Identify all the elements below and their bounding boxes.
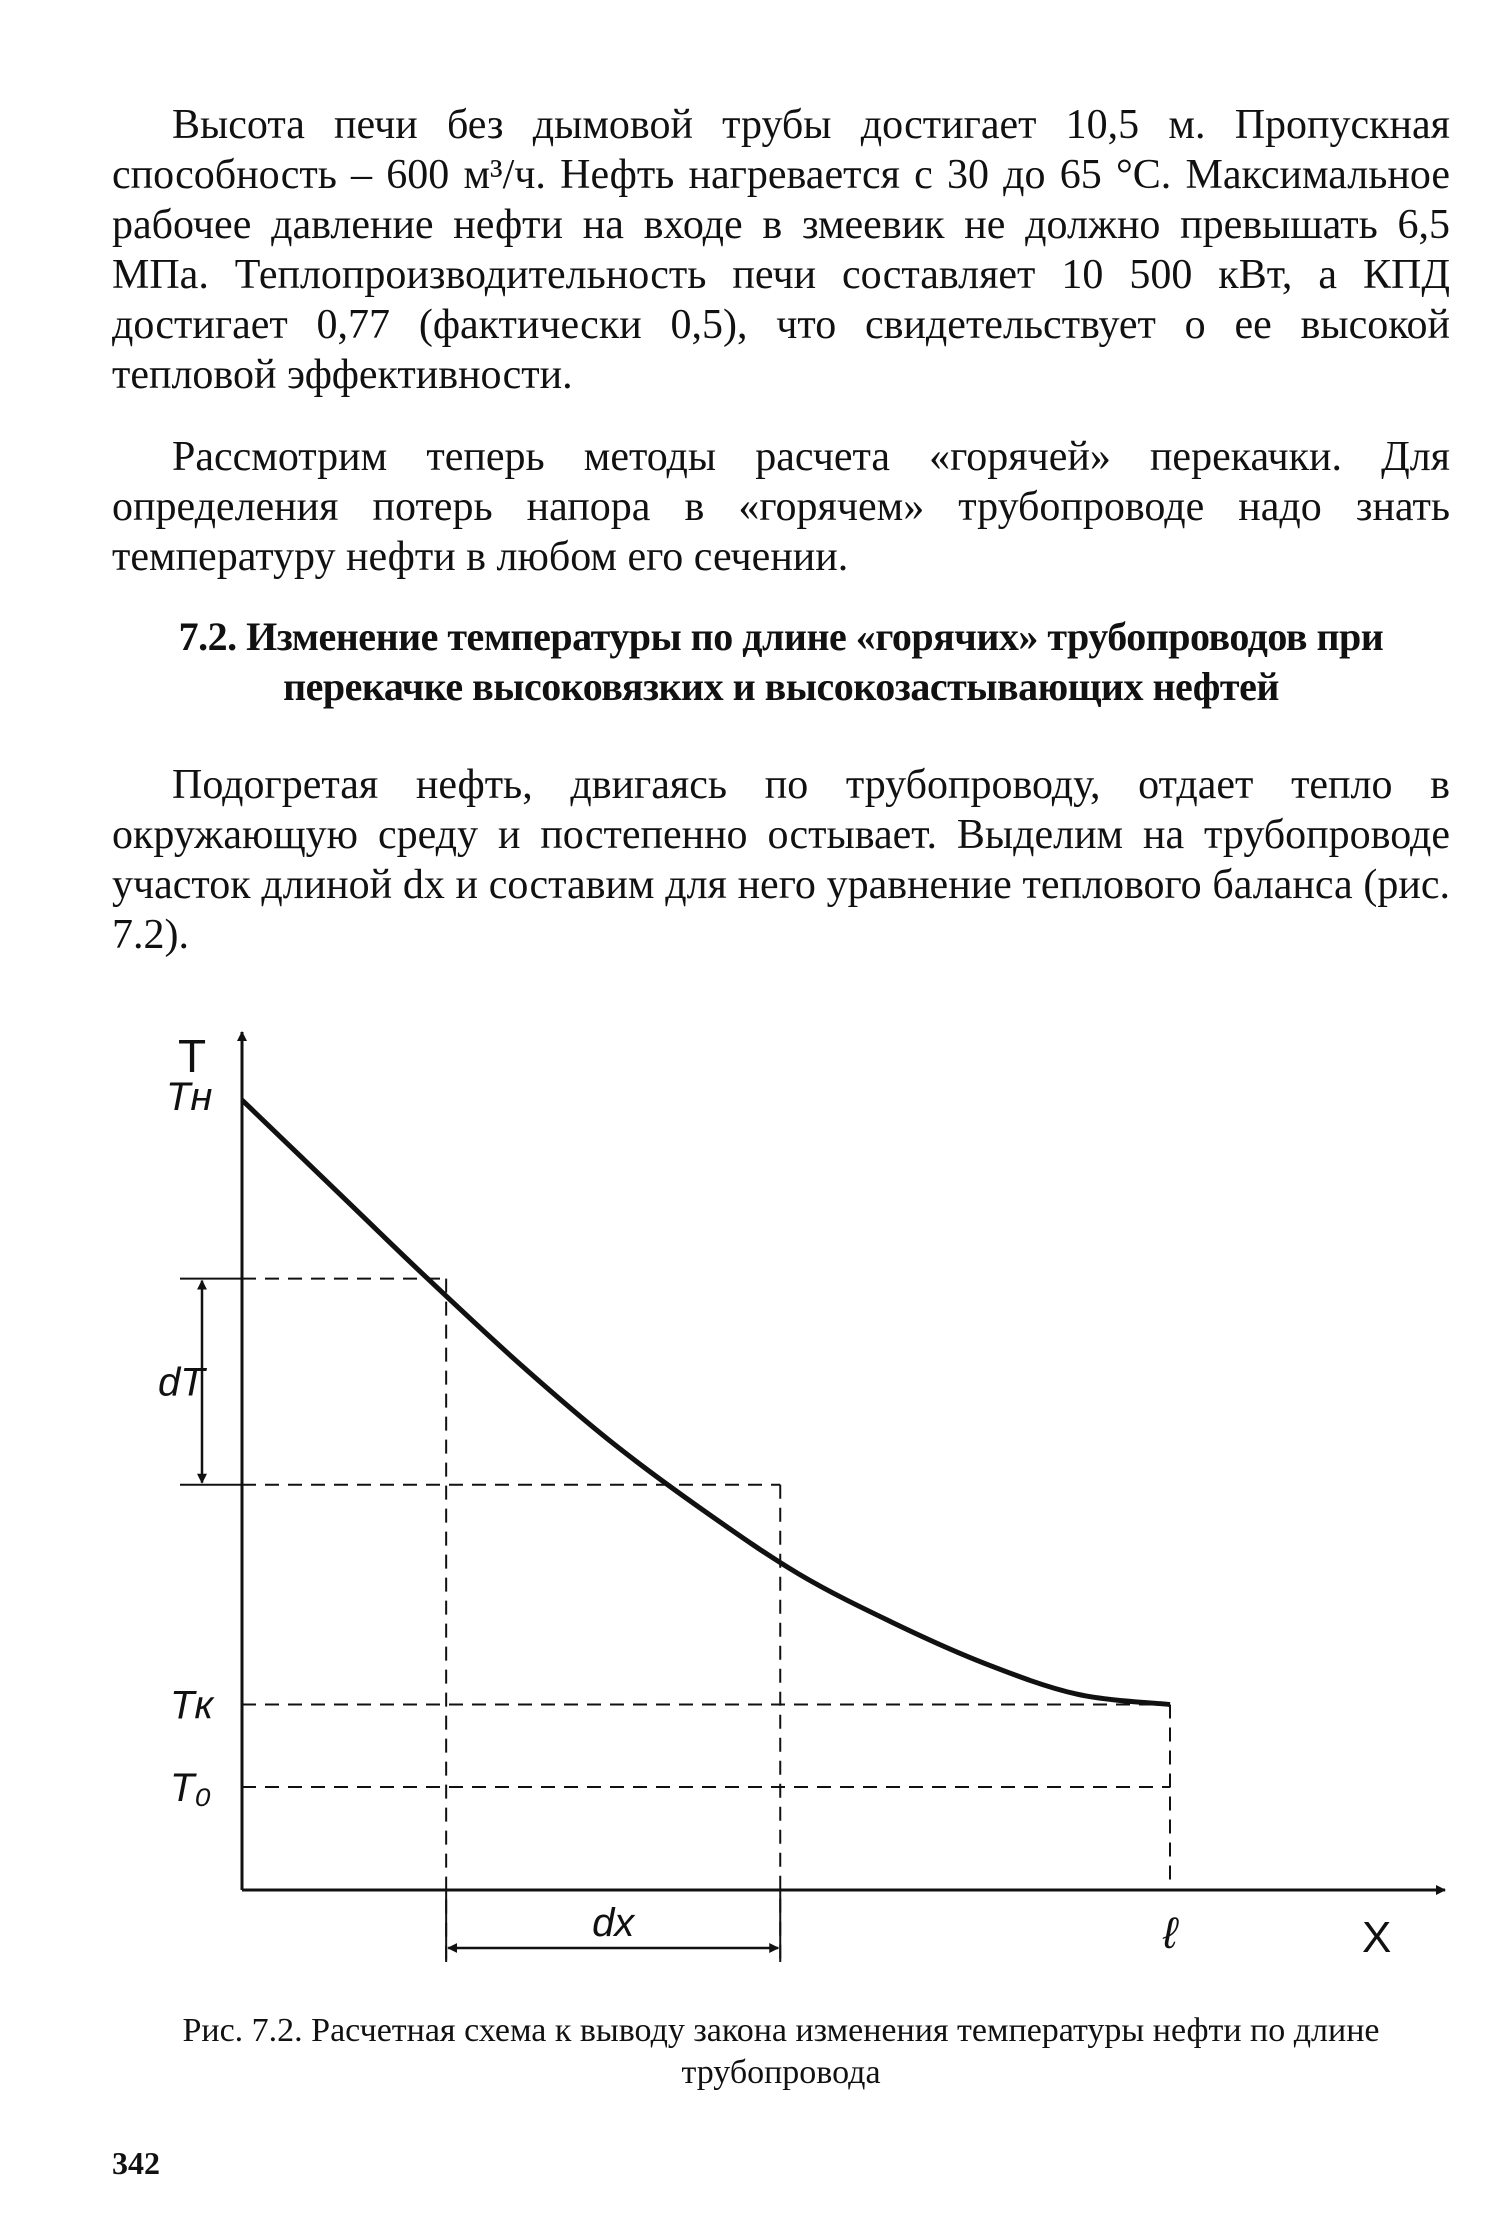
dt-label: dT [158,1360,205,1405]
dx-label: dx [592,1901,635,1945]
length-label: ℓ [1162,1909,1178,1958]
temperature-profile-diagram [100,1010,1480,1970]
temperature-curve [242,1100,1170,1705]
t-ambient-label: T₀ [170,1765,212,1810]
section-heading: 7.2. Изменение температуры по длине «горячих» трубопроводов при перекачке высоковязких и высокозастывающих нефтей [178,614,1384,709]
dashed-guides [242,1279,1170,1960]
t-start-label: Tн [166,1075,213,1119]
paragraph-furnace-specs: Высота печи без дымовой трубы достигает 10,5 м. Пропускная способность – 600 м³/ч. Нефть нагревается с 30 до 65 °С. Максимальное рабочее давление нефти на входе в змеевик не должно превышать 6,5 МПа. Теплопроизводительность печи составляет 10 500 кВт, а КПД достигает 0,77 (фактически 0,5), что свидетельствует о ее высокой тепловой эффективности. [112,102,1450,398]
figure-caption: Рис. 7.2. Расчетная схема к выводу закона изменения температуры нефти по длине трубопровода [182,2012,1380,2091]
figure-7-2 [100,1010,1480,1970]
paragraph-hot-pumping-methods: Рассмотрим теперь методы расчета «горячей» перекачки. Для определения потерь напора в «горячем» трубопроводе надо знать температуру нефти в любом его сечении. [112,434,1450,580]
t-end-label: Tк [170,1683,214,1728]
x-axis-label: X [1362,1913,1392,1962]
page-number: 342 [112,2145,160,2181]
y-axis-label: T [178,1030,207,1082]
paragraph-heat-balance-intro: Подогретая нефть, двигаясь по трубопроводу, отдает тепло в окружающую среду и постепенно остывает. Выделим на трубопроводе участок длиной dx и составим для него уравнение теплового баланса (рис. 7.2). [112,762,1450,958]
